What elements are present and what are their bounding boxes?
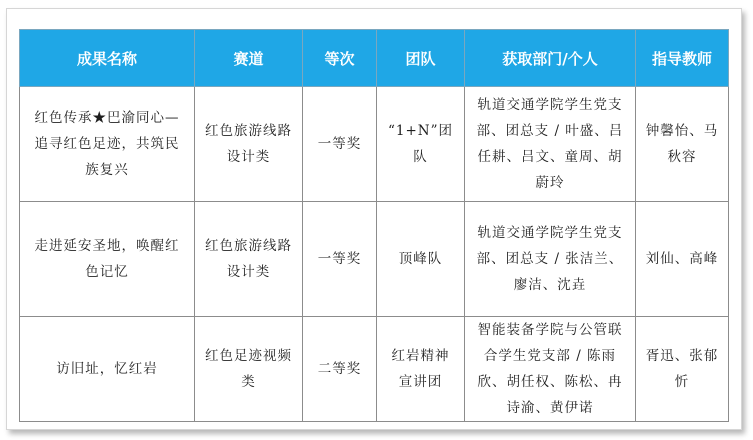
cell-department: 轨道交通学院学生党支部、团总支 / 张洁兰、廖洁、沈垚 bbox=[465, 202, 636, 317]
header-team: 团队 bbox=[377, 30, 465, 87]
header-rank: 等次 bbox=[303, 30, 377, 87]
awards-table bbox=[19, 29, 729, 422]
cell-department: 轨道交通学院学生党支部、团总支 / 叶盛、吕任耕、吕文、童周、胡蔚玲 bbox=[465, 87, 636, 202]
table-row bbox=[20, 202, 729, 317]
table-header bbox=[20, 30, 729, 87]
cell-track: 红色足迹视频类 bbox=[195, 317, 303, 422]
header-achievement-name: 成果名称 bbox=[20, 30, 195, 87]
cell-rank: 二等奖 bbox=[303, 317, 377, 422]
cell-teacher: 刘仙、高峰 bbox=[636, 202, 729, 317]
cell-teacher: 钟馨怡、马秋容 bbox=[636, 87, 729, 202]
cell-track: 红色旅游线路设计类 bbox=[195, 87, 303, 202]
cell-rank: 一等奖 bbox=[303, 202, 377, 317]
cell-track: 红色旅游线路设计类 bbox=[195, 202, 303, 317]
header-department: 获取部门/个人 bbox=[465, 30, 636, 87]
header-row bbox=[20, 30, 729, 87]
table-row bbox=[20, 317, 729, 422]
cell-teacher: 胥迅、张郁忻 bbox=[636, 317, 729, 422]
table-body bbox=[20, 87, 729, 422]
table-frame bbox=[6, 8, 742, 430]
header-teacher: 指导教师 bbox=[636, 30, 729, 87]
table-row bbox=[20, 87, 729, 202]
cell-department: 智能装备学院与公管联合学生党支部 / 陈雨欣、胡任权、陈松、冉诗渝、黄伊诺 bbox=[465, 317, 636, 422]
cell-achievement-name: 红色传承★巴渝同心—追寻红色足迹，共筑民族复兴 bbox=[20, 87, 195, 202]
cell-team: “1+N”团队 bbox=[377, 87, 465, 202]
cell-achievement-name: 访旧址，忆红岩 bbox=[20, 317, 195, 422]
cell-team: 红岩精神宣讲团 bbox=[377, 317, 465, 422]
header-track: 赛道 bbox=[195, 30, 303, 87]
cell-rank: 一等奖 bbox=[303, 87, 377, 202]
cell-team: 顶峰队 bbox=[377, 202, 465, 317]
cell-achievement-name: 走进延安圣地，唤醒红色记忆 bbox=[20, 202, 195, 317]
